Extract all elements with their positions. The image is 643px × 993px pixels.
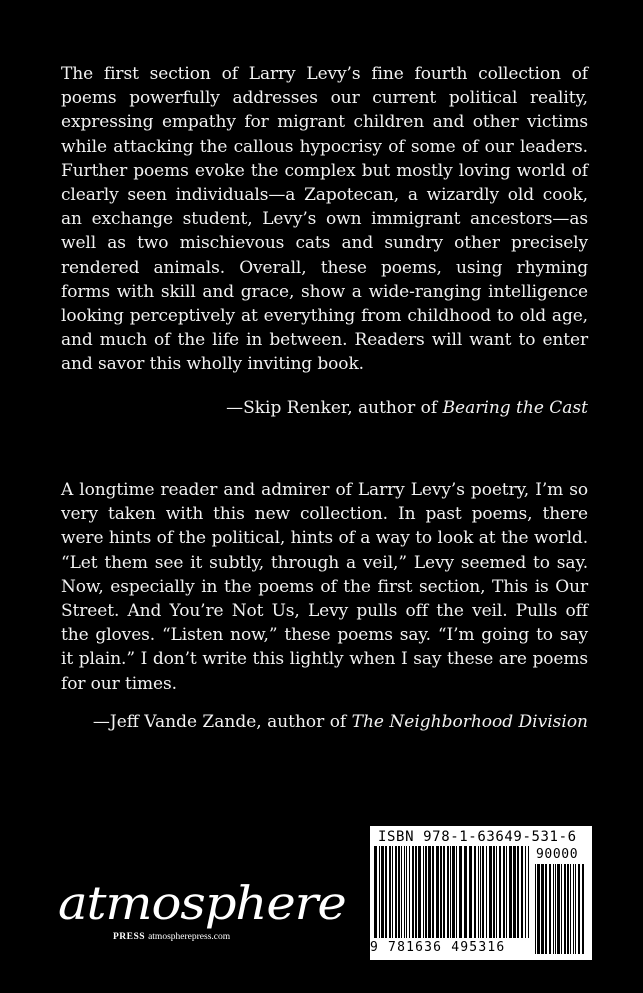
ean-barcode-bars [374,846,532,940]
publisher-website: atmospherepress.com [148,932,231,942]
addon-barcode-bars [535,864,587,954]
addon-price-code: 90000 [536,847,579,862]
blurb-paragraph-2: A longtime reader and admirer of Larry Levy’s poetry, I’m so very taken with this new collection. In past poems, there were hints of the political, hints of a way to look at the world. “Let them see it subtly, through a veil,” Levy seemed to say. Now, especially in the poems of the first section, This is Our Street. And You’re Not Us, Levy pulls off the veil. Pulls off the gloves. “Listen now,” these poems say. “I’m going to say it plain.” I don’t write this lightly when I say these are poems for our times. [61,480,588,694]
attribution-2-prefix: —Jeff Vande Zande, author of [92,712,352,732]
attribution-1-title: Bearing the Cast [442,398,588,418]
publisher-subline [113,932,230,942]
isbn-barcode [370,826,592,960]
attribution-2 [93,712,588,732]
isbn-label: ISBN 978-1-63649-531-6 [378,829,577,845]
attribution-1 [226,398,588,418]
ean-digits: 9 781636 495316 [370,940,506,955]
publisher-logo: atmosphere [58,876,346,930]
press-label: PRESS [113,932,146,942]
attribution-1-prefix: —Skip Renker, author of [226,398,443,418]
blurb-paragraph-1: The first section of Larry Levy’s fine fourth collection of poems powerfully addresses our current political reality, expressing empathy for migrant children and other victims while attacking the callous hypocrisy of some of our leaders. Further poems evoke the complex but mostly loving world of clearly seen individuals—a Zapotecan, a wizardly old cook, an exchange student, Levy’s own immigrant ancestors—as well as two mischievous cats and sundry other precisely rendered animals. Overall, these poems, using rhyming forms with skill and grace, show a wide-ranging intelligence looking perceptively at everything from childhood to old age, and much of the life in between. Readers will want to enter and savor this wholly inviting book. [61,64,588,375]
attribution-2-title: The Neighborhood Division [351,712,588,732]
